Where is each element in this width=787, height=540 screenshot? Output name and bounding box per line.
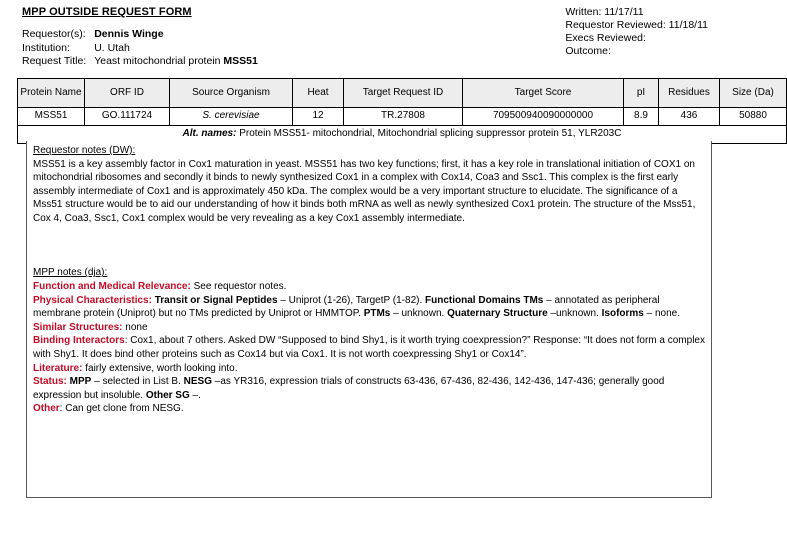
institution-value: U. Utah [94,41,130,54]
other-value: : Can get clone from NESG. [59,403,184,415]
status-other-sg-label: Other SG [145,389,190,401]
status-mpp-label: MPP [66,376,92,388]
notes-inner [27,141,711,416]
status-label: Status: [33,376,67,388]
protein-data-table [17,78,787,144]
function-relevance-value: See requestor notes. [190,280,287,292]
mpp-status-line [33,375,705,402]
column-header-target-score: Target Score [463,78,624,107]
mpp-physical-characteristics-line [33,294,705,321]
binding-interactors-value: : Cox1, about 7 others. Asked DW “Supposed to bind Shy1, is it worth trying coexpression?” Response: “It does not form a complex with Shy1. It does bind other proteins such as Cox14 but via Cox1. It is not worth coexpressing Shy1 or Cox14”. [33,335,705,360]
institution-row [22,42,258,56]
cell-size-da: 50880 [720,107,787,125]
header-right-block [565,6,712,58]
ptms-value: – unknown. [390,308,448,320]
status-nesg-label: NESG [183,376,212,388]
quaternary-structure-value: –unknown. [547,308,602,320]
physical-characteristics-label: Physical Characteristics: [33,294,152,306]
request-title-protein: MSS51 [223,55,258,67]
column-header-protein-name: Protein Name [18,78,85,107]
institution-label: Institution: [22,41,70,54]
column-header-heat: Heat [293,78,344,107]
binding-interactors-label: Binding Interactors [33,335,125,347]
cell-target-score: 709500940090000000 [463,107,624,125]
alt-names-label: Alt. names: [182,128,237,139]
cell-orf-id: GO.111724 [85,107,170,125]
table-row [18,107,787,125]
requestor-row [22,28,258,42]
alt-names-value: Protein MSS51- mitochondrial, Mitochondrial splicing suppressor protein 51, YLR203C [236,128,622,139]
mpp-literature-line [33,362,705,376]
mpp-notes-heading: MPP notes (dja): [33,267,108,279]
function-relevance-label: Function and Medical Relevance: [33,280,191,292]
transit-signal-peptides-label: Transit or Signal Peptides [151,294,278,306]
other-label: Other [33,403,60,415]
functional-domains-label: Functional Domains TMs [425,294,544,306]
status-mpp-value: – selected in List B. [91,376,184,388]
column-header-residues: Residues [659,78,720,107]
ptms-label: PTMs [363,308,391,320]
column-header-pi: pI [624,78,659,107]
isoforms-label: Isoforms [601,308,644,320]
header-left-block [22,6,258,69]
mpp-other-line [33,402,705,416]
outcome: Outcome: [565,45,611,57]
similar-structures-label: Similar Structures: [33,321,123,333]
functional-domains-value: – annotated as peripheral membrane protein (Uniprot) but no TMs predicted by Uniprot or HMMTOP. [33,294,660,320]
written-date: Written: 11/17/11 [565,6,644,18]
column-header-source-organism: Source Organism [170,78,293,107]
cell-pi: 8.9 [624,107,659,125]
mpp-function-line [33,280,705,294]
column-header-target-request-id: Target Request ID [344,78,463,107]
requestor-reviewed-date: Requestor Reviewed: 11/18/11 [565,19,708,31]
column-header-size-da: Size (Da) [720,78,787,107]
request-title-row [22,55,258,69]
notes-spacer [33,225,705,266]
page-title: MPP OUTSIDE REQUEST FORM [22,6,192,18]
requestor-notes-heading: Requestor notes (DW): [33,145,136,156]
protein-table-body [18,107,787,143]
requestor-notes-body: MSS51 is a key assembly factor in Cox1 maturation in yeast. MSS51 has two key functions; first, it has a key role in translational initiation of COX1 on mitochondrial ribosomes and secondly it binds to newly synthesized Cox1 in a complex with Cox14, Coa3 and Ssc1. This complex is the first early assembly intermediate of Cox1 and is approximately 450 kDa. The complex would be a very important structure to elucidate. The significance of a Mss51 structure would be to aid our understanding of how it binds both mRNA as well as newly synthesized Cox1 protein. The structure of the Mss51, Cox 4, Coa3, Ssc1, Cox1 complex would be very revealing as a key Cox1 assembly intermediate. [33,158,696,224]
cell-residues: 436 [659,107,720,125]
literature-value: fairly extensive, worth looking into. [82,362,238,374]
mpp-binding-interactors-line [33,334,705,361]
isoforms-value: – none. [643,308,681,320]
request-title-prefix: Yeast mitochondrial protein [94,55,224,67]
quaternary-structure-label: Quaternary Structure [447,308,548,320]
cell-source-organism: S. cerevisiae [170,107,293,125]
transit-signal-peptides-value: – Uniprot (1-26), TargetP (1-82). [277,294,426,306]
similar-structures-value: none [122,321,148,333]
request-title-label: Request Title: [22,55,87,67]
status-nesg-value: –as YR316, expression trials of constructs 63-436, 67-436, 82-436, 142-436, 147-436; generally good expression but insoluble. [33,376,665,401]
execs-reviewed: Execs Reviewed: [565,32,646,44]
notes-container [26,141,712,498]
requestor-label: Requestor(s): [22,28,86,40]
literature-label: Literature: [33,362,83,374]
status-other-sg-value: –. [189,389,201,401]
request-title-value [94,55,258,69]
protein-table-header-row [18,78,787,107]
mpp-similar-structures-line [33,321,705,335]
document-header [8,6,712,69]
requestor-info-table [22,28,258,69]
cell-target-request-id: TR.27808 [344,107,463,125]
requestor-value: Dennis Winge [94,28,164,40]
cell-heat: 12 [293,107,344,125]
cell-protein-name: MSS51 [18,107,85,125]
protein-table-head [18,78,787,107]
column-header-orf-id: ORF ID [85,78,170,107]
